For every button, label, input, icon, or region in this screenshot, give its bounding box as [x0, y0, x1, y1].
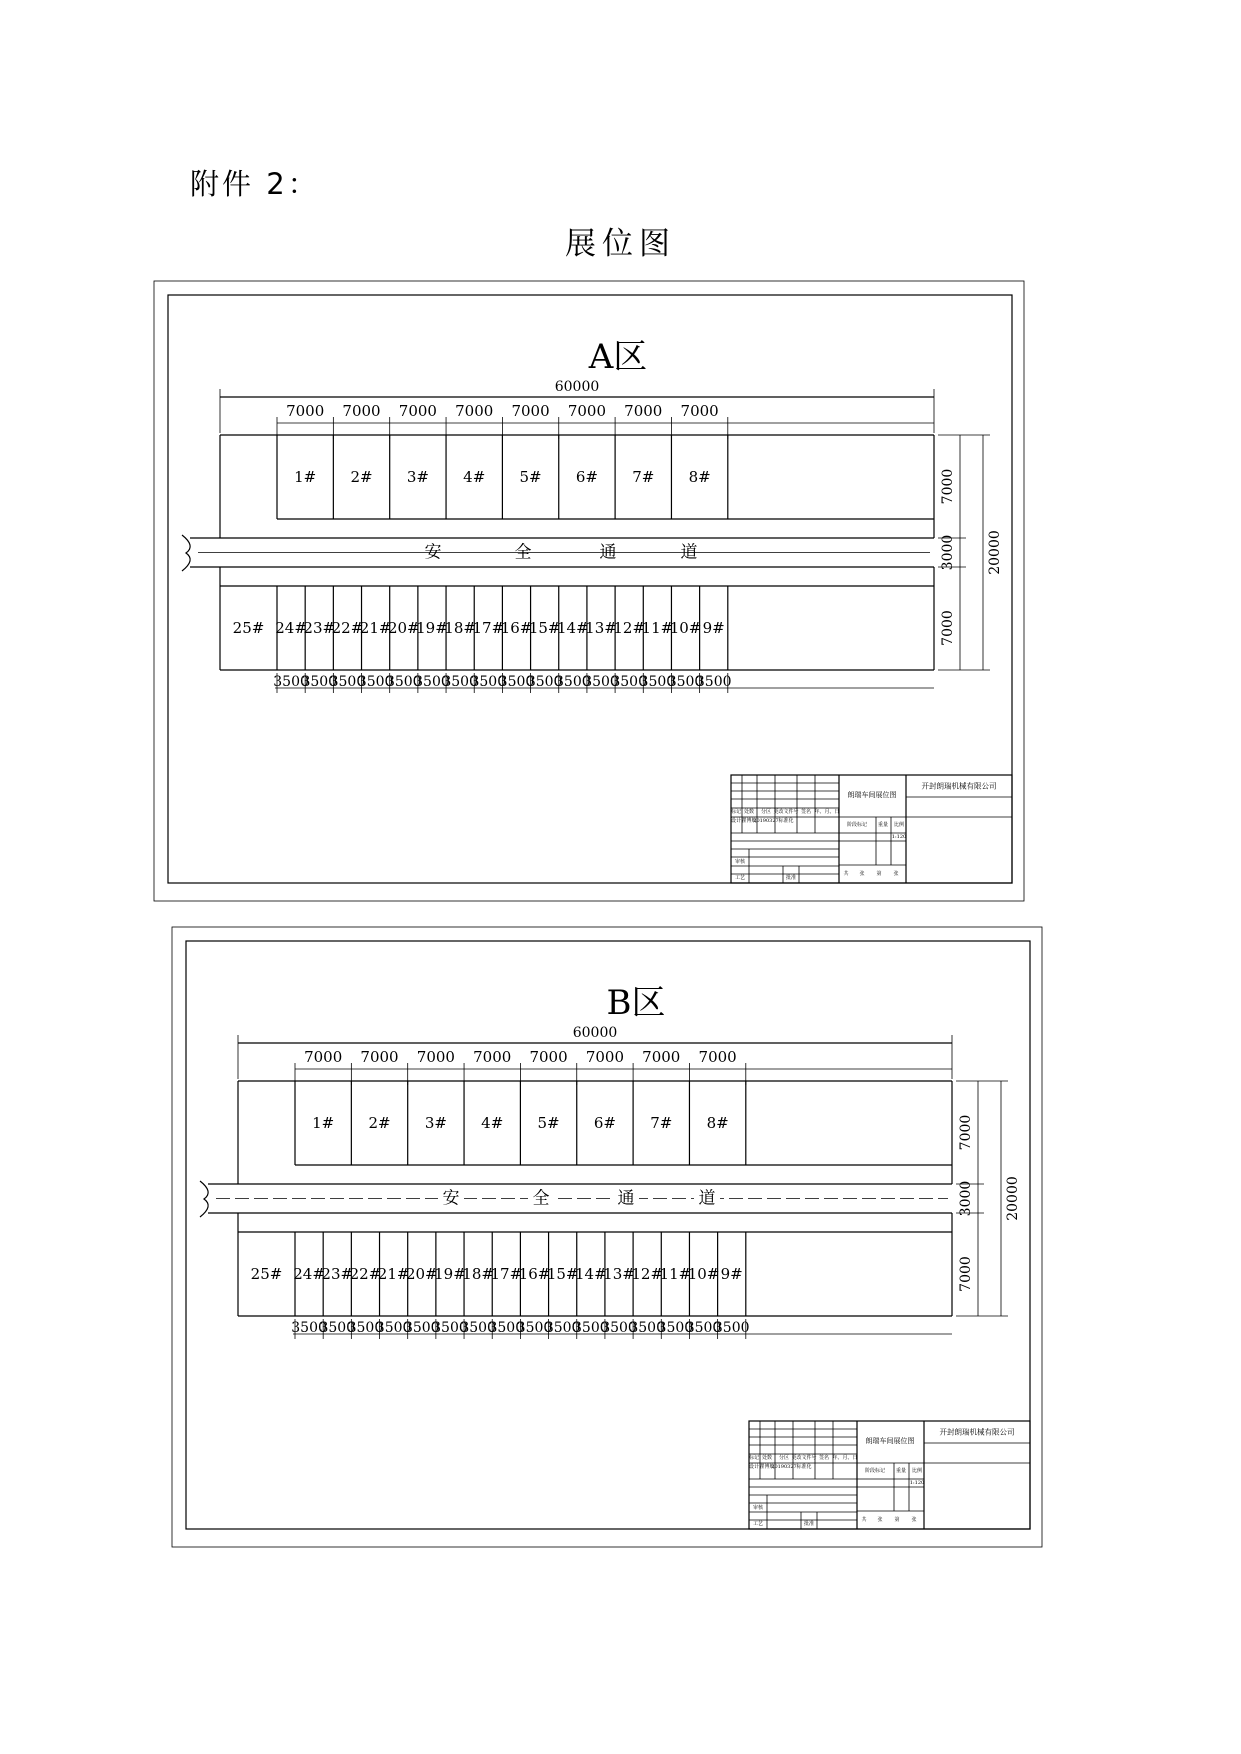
title-block-cell: 签名: [818, 1455, 830, 1461]
dim-label-upper: 7000: [585, 1048, 625, 1066]
break-symbol: [200, 1181, 208, 1217]
dim-label-lower: 3500: [667, 674, 704, 690]
title-block-approve: 批准: [803, 1521, 815, 1527]
title-block-cell: 分区: [778, 1455, 790, 1461]
title-block-cell: 标记: [730, 809, 742, 815]
dim-label-upper: 7000: [398, 402, 437, 420]
booth-label-lower: 23#: [321, 1265, 354, 1283]
booth-label-lower: 21#: [359, 619, 392, 637]
dim-label-upper: 7000: [473, 1048, 512, 1066]
dim-label-upper: 7000: [698, 1048, 737, 1066]
booth-label-lower: 12#: [613, 619, 646, 637]
title-block-stage: 阶段标记: [846, 822, 868, 828]
title-block-scale: 1:120: [891, 834, 907, 840]
title-block-process: 工艺: [734, 875, 746, 881]
booth-label-upper: 7#: [632, 468, 655, 486]
title-block-sheet: 共: [861, 1517, 867, 1523]
booth-label-lower: 14#: [575, 1265, 607, 1283]
booth-label-lower: 22#: [349, 1265, 382, 1283]
title-block-cell: 20190327: [753, 818, 779, 824]
dim-label-upper: 7000: [642, 1048, 681, 1066]
booth-label-upper: 4#: [481, 1114, 504, 1132]
booth-label-lower: 15#: [528, 619, 561, 637]
title-block-cell: 标记: [748, 1455, 760, 1461]
dim-label-total: 60000: [554, 379, 600, 395]
dim-label-total-depth: 20000: [987, 530, 1003, 575]
dim-label-lower: 3500: [291, 1320, 327, 1336]
dim-label-lower: 3500: [460, 1320, 496, 1336]
booth-label-lower: 17#: [472, 619, 505, 637]
booth-label-lower: 19#: [416, 619, 448, 637]
booth-label-lower: 17#: [490, 1265, 523, 1283]
dim-label-lower: 3500: [685, 1320, 722, 1336]
aisle-label: 安: [424, 542, 442, 563]
aisle-label: 道: [680, 542, 698, 563]
attachment-label: 附件 2：: [190, 167, 320, 201]
title-block-sheet: 张: [911, 1517, 917, 1523]
title-block-sheet: 第: [876, 871, 882, 877]
title-block-sheet: 张: [893, 871, 899, 877]
dim-label-lower: 3500: [347, 1320, 384, 1336]
zone-label: B区: [606, 983, 666, 1023]
dim-label-lower: 3500: [611, 674, 648, 690]
title-block-cell: 年、月、日: [832, 1455, 858, 1461]
booth-label-lower: 16#: [500, 619, 533, 637]
title-block-sheet: 共: [843, 871, 849, 877]
booth-label-lower: 16#: [518, 1265, 551, 1283]
booth-label-upper: 2#: [368, 1114, 391, 1132]
title-block-weight: 重量: [895, 1468, 907, 1474]
booth-label-upper: 5#: [519, 468, 542, 486]
dim-label-row-depth: 7000: [940, 468, 956, 505]
dim-label-upper: 7000: [342, 402, 381, 420]
dim-label-lower: 3500: [301, 674, 338, 690]
title-block-ratio: 比例: [893, 822, 905, 828]
booth-label-lower: 22#: [331, 619, 364, 637]
dim-label-lower: 3500: [375, 1320, 412, 1336]
title-block-cell: 签名: [800, 809, 812, 815]
booth-label-upper: 5#: [537, 1114, 560, 1132]
booth-label-lower: 19#: [434, 1265, 466, 1283]
booth-label-lower: 23#: [303, 619, 336, 637]
booth-label-upper: 3#: [424, 1114, 447, 1132]
title-block-ratio: 比例: [911, 1468, 923, 1474]
booth-label-upper: 7#: [650, 1114, 673, 1132]
break-symbol: [182, 535, 190, 571]
booth-label-lower: 14#: [557, 619, 589, 637]
booth-label-lower: 21#: [377, 1265, 410, 1283]
dim-label-upper: 7000: [624, 402, 663, 420]
title-block-cell: 设计: [748, 1464, 760, 1470]
booth-label-end: 25#: [250, 1265, 283, 1283]
title-block-drawing-name: 朗瑞车间展位图: [865, 1437, 915, 1445]
dim-label-row-depth: 7000: [958, 1114, 974, 1151]
dim-label-upper: 7000: [286, 402, 325, 420]
title-block-cell: 年、月、日: [814, 809, 840, 815]
dim-label-row-depth: 7000: [940, 610, 956, 646]
booth-label-upper: 1#: [312, 1114, 335, 1132]
booth-label-upper: 6#: [593, 1114, 616, 1132]
booth-label-lower: 11#: [641, 619, 674, 637]
title-block-approve: 批准: [785, 875, 797, 881]
booth-label-lower: 12#: [631, 1265, 664, 1283]
booth-label-end: 25#: [232, 619, 265, 637]
dim-label-upper: 7000: [304, 1048, 343, 1066]
dim-label-lower: 3500: [516, 1320, 553, 1336]
booth-label-lower: 9#: [702, 619, 725, 637]
dim-label-lower: 3500: [601, 1320, 637, 1336]
dim-label-lower: 3500: [498, 674, 535, 690]
dim-label-lower: 3500: [526, 674, 563, 690]
booth-label-lower: 20#: [387, 619, 420, 637]
title-block-cell: 标准化: [796, 1464, 812, 1470]
title-block-review: 审核: [734, 859, 746, 865]
dim-label-lower: 3500: [488, 1320, 525, 1336]
dim-label-upper: 7000: [680, 402, 719, 420]
dim-label-lower: 3500: [357, 674, 394, 690]
aisle-label: 通: [599, 542, 617, 563]
booth-label-lower: 13#: [603, 1265, 635, 1283]
title-block-cell: 设计: [730, 818, 742, 824]
dim-label-lower: 3500: [573, 1320, 609, 1336]
dim-label-lower: 3500: [629, 1320, 666, 1336]
title-block-sheet: 第: [894, 1517, 900, 1523]
aisle-label: 全: [532, 1188, 550, 1209]
title-block-cell: 处数: [743, 809, 755, 815]
dim-label-upper: 7000: [567, 402, 607, 420]
dim-label-lower: 3500: [414, 674, 450, 690]
dim-label-lower: 3500: [544, 1320, 581, 1336]
title-block-review: 审核: [752, 1505, 764, 1511]
aisle-label: 全: [514, 542, 532, 563]
booth-label-lower: 20#: [405, 1265, 438, 1283]
booth-label-lower: 10#: [687, 1265, 720, 1283]
booth-label-lower: 10#: [669, 619, 702, 637]
title-block-cell: 20190327: [771, 1464, 797, 1470]
title-block-cell: 瞿博航: [741, 818, 757, 824]
aisle-label: 安: [442, 1188, 460, 1209]
dim-label-lower: 3500: [319, 1320, 356, 1336]
booth-label-lower: 24#: [293, 1265, 325, 1283]
dim-label-upper: 7000: [416, 1048, 455, 1066]
aisle-label: 道: [698, 1188, 716, 1209]
title-block-cell: 标准化: [778, 818, 794, 824]
dim-label-lower: 3500: [432, 1320, 468, 1336]
title-block-process: 工艺: [752, 1521, 764, 1527]
title-block-cell: 瞿博航: [759, 1464, 775, 1470]
dim-label-lower: 3500: [713, 1320, 750, 1336]
booth-label-lower: 18#: [462, 1265, 494, 1283]
dim-label-upper: 7000: [511, 402, 550, 420]
booth-label-lower: 13#: [585, 619, 617, 637]
dim-label-upper: 7000: [455, 402, 494, 420]
booth-label-upper: 8#: [688, 468, 711, 486]
dim-label-total-depth: 20000: [1005, 1176, 1021, 1221]
dim-label-lower: 3500: [273, 674, 309, 690]
dim-label-lower: 3500: [555, 674, 591, 690]
booth-label-upper: 3#: [406, 468, 429, 486]
document-title: 展位图: [565, 226, 676, 262]
title-block-stage: 阶段标记: [864, 1468, 886, 1474]
title-block-cell: 更改文件号: [773, 809, 799, 815]
zone-label: A区: [588, 337, 648, 377]
dim-label-lower: 3500: [695, 674, 732, 690]
title-block-cell: 更改文件号: [791, 1455, 817, 1461]
dim-label-aisle-width: 3000: [958, 1180, 974, 1217]
dim-label-upper: 7000: [360, 1048, 399, 1066]
title-block-cell: 分区: [760, 809, 772, 815]
dim-label-lower: 3500: [639, 674, 676, 690]
title-block-drawing-name: 朗瑞车间展位图: [847, 791, 897, 799]
booth-label-lower: 15#: [546, 1265, 579, 1283]
dim-label-lower: 3500: [442, 674, 478, 690]
zone-a-floor-plan: [168, 295, 1024, 899]
dim-label-aisle-width: 3000: [940, 534, 956, 571]
title-block-sheet: 张: [859, 871, 865, 877]
title-block-weight: 重量: [877, 822, 889, 828]
booth-label-lower: 18#: [444, 619, 476, 637]
booth-label-upper: 8#: [706, 1114, 729, 1132]
dim-label-total: 60000: [572, 1025, 618, 1041]
title-block-company: 开封朗瑞机械有限公司: [939, 1427, 1015, 1437]
title-block-scale: 1:120: [909, 1480, 925, 1486]
booth-label-lower: 11#: [659, 1265, 692, 1283]
aisle-label: 通: [617, 1188, 635, 1209]
dim-label-lower: 3500: [470, 674, 507, 690]
dim-label-upper: 7000: [529, 1048, 568, 1066]
zone-b-floor-plan: [186, 941, 1042, 1545]
booth-label-lower: 9#: [720, 1265, 743, 1283]
dim-label-lower: 3500: [403, 1320, 440, 1336]
title-block-company: 开封朗瑞机械有限公司: [921, 781, 997, 791]
booth-label-upper: 6#: [575, 468, 598, 486]
dim-label-lower: 3500: [657, 1320, 694, 1336]
booth-label-lower: 24#: [275, 619, 307, 637]
booth-label-upper: 1#: [294, 468, 317, 486]
dim-label-lower: 3500: [385, 674, 422, 690]
booth-label-upper: 4#: [463, 468, 486, 486]
dim-label-lower: 3500: [583, 674, 619, 690]
title-block-sheet: 张: [877, 1517, 883, 1523]
dim-label-lower: 3500: [329, 674, 366, 690]
title-block-cell: 处数: [761, 1455, 773, 1461]
booth-label-upper: 2#: [350, 468, 373, 486]
dim-label-row-depth: 7000: [958, 1256, 974, 1292]
